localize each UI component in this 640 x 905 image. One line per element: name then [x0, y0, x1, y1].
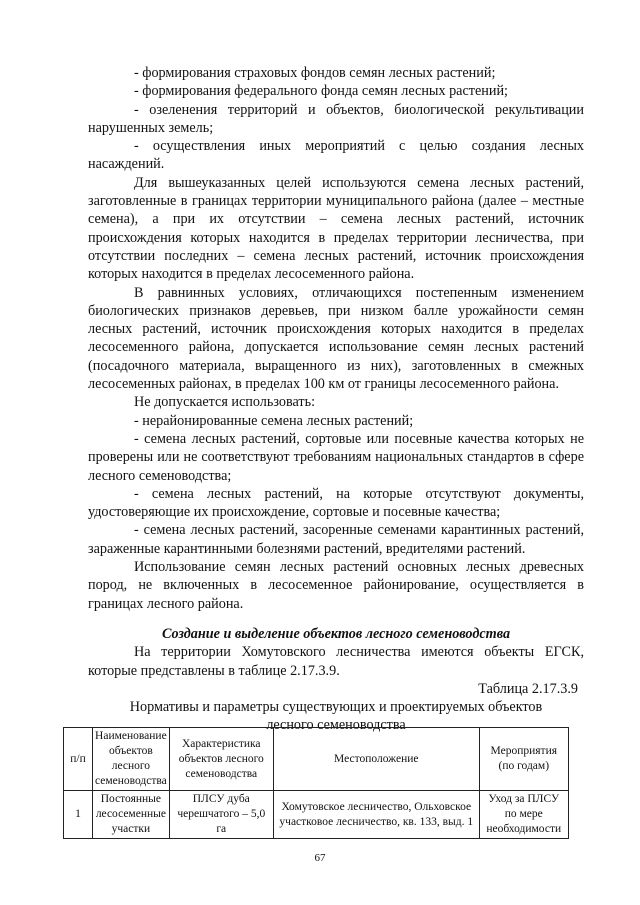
- paragraph: Использование семян лесных растений основных лесных древесных пород, не включенных в лесосеменное районирование, осуществляется в границах лесного района.: [88, 559, 584, 612]
- table-number: Таблица 2.17.3.9: [478, 680, 578, 697]
- paragraph: - озеленения территорий и объектов, биологической рекультивации нарушенных земель;: [88, 101, 584, 136]
- paragraph: В равнинных условиях, отличающихся постепенным изменением биологических признаков деревьев, при низком балле урожайности семян лесных растений, источник происхождения которых находится в пределах лесосеменного района, допускается использование семян лесных растений (посадочного материала, выращенного из них), заготовленных в смежных лесосеменных районах, в пределах 100 км от границы лесосеменного района.: [88, 284, 584, 393]
- table-cell: Постоянные лесосеменные участки: [93, 791, 170, 839]
- section-text: На территории Хомутовского лесничества имеются объекты ЕГСК, которые представлены в таблице 2.17.3.9.: [88, 644, 584, 679]
- header-cell-measures: Мероприятия (по годам): [479, 728, 568, 791]
- paragraph: - осуществления иных мероприятий с целью создания лесных насаждений.: [88, 138, 584, 173]
- document-page: [88, 64, 584, 734]
- table-caption-line1: Нормативы и параметры существующих и проектируемых объектов: [129, 699, 543, 716]
- table-header-row: [64, 728, 569, 791]
- paragraph: - семена лесных растений, на которые отсутствуют документы, удостоверяющие их происхождение, сортовые и посевные качества;: [88, 485, 584, 521]
- table-cell: ПЛСУ дуба черешчатого – 5,0 га: [169, 791, 273, 839]
- section-title: Создание и выделение объектов лесного семеноводства: [161, 625, 511, 642]
- table-cell: Уход за ПЛСУ по мере необходимости: [479, 791, 568, 839]
- header-cell-name: Наименование объектов лесного семеноводства: [93, 728, 170, 791]
- table-cell: Хомутовское лесничество, Ольховское участковое лесничество, кв. 133, выд. 1: [273, 791, 479, 839]
- header-cell-location: Местоположение: [273, 728, 479, 791]
- table-row: [64, 791, 569, 839]
- paragraph: - семена лесных растений, сортовые или посевные качества которых не проверены или не соответствуют требованиям национальных стандартов в сфере лесного семеноводства;: [88, 430, 584, 484]
- header-cell-number: п/п: [64, 728, 93, 791]
- table-caption-line2: лесного семеноводства: [266, 717, 406, 734]
- paragraph: Не допускается использовать:: [134, 394, 316, 411]
- paragraph: Для вышеуказанных целей используются семена лесных растений, заготовленные в границах территории муниципального района (далее – местные семена), а при их отсутствии – семена лесных растений, источник происхождения которых находится в пределах территории лесничества, при отсутствии последних – семена лесных растений, источник происхождения которых находится в пределах лесосеменного района.: [88, 174, 584, 283]
- paragraph: - формирования федерального фонда семян лесных растений;: [134, 83, 508, 100]
- seed-objects-table: [63, 727, 569, 839]
- body-text: [88, 64, 584, 613]
- paragraph: - семена лесных растений, засоренные семенами карантинных растений, зараженные карантинными болезнями растений, вредителями растений.: [88, 522, 584, 557]
- page-number: 67: [314, 852, 326, 864]
- table-cell: 1: [64, 791, 93, 839]
- paragraph: - нерайонированные семена лесных растений;: [134, 412, 414, 429]
- header-cell-characteristics: Характеристика объектов лесного семеноводства: [169, 728, 273, 791]
- paragraph: - формирования страховых фондов семян лесных растений;: [134, 65, 496, 81]
